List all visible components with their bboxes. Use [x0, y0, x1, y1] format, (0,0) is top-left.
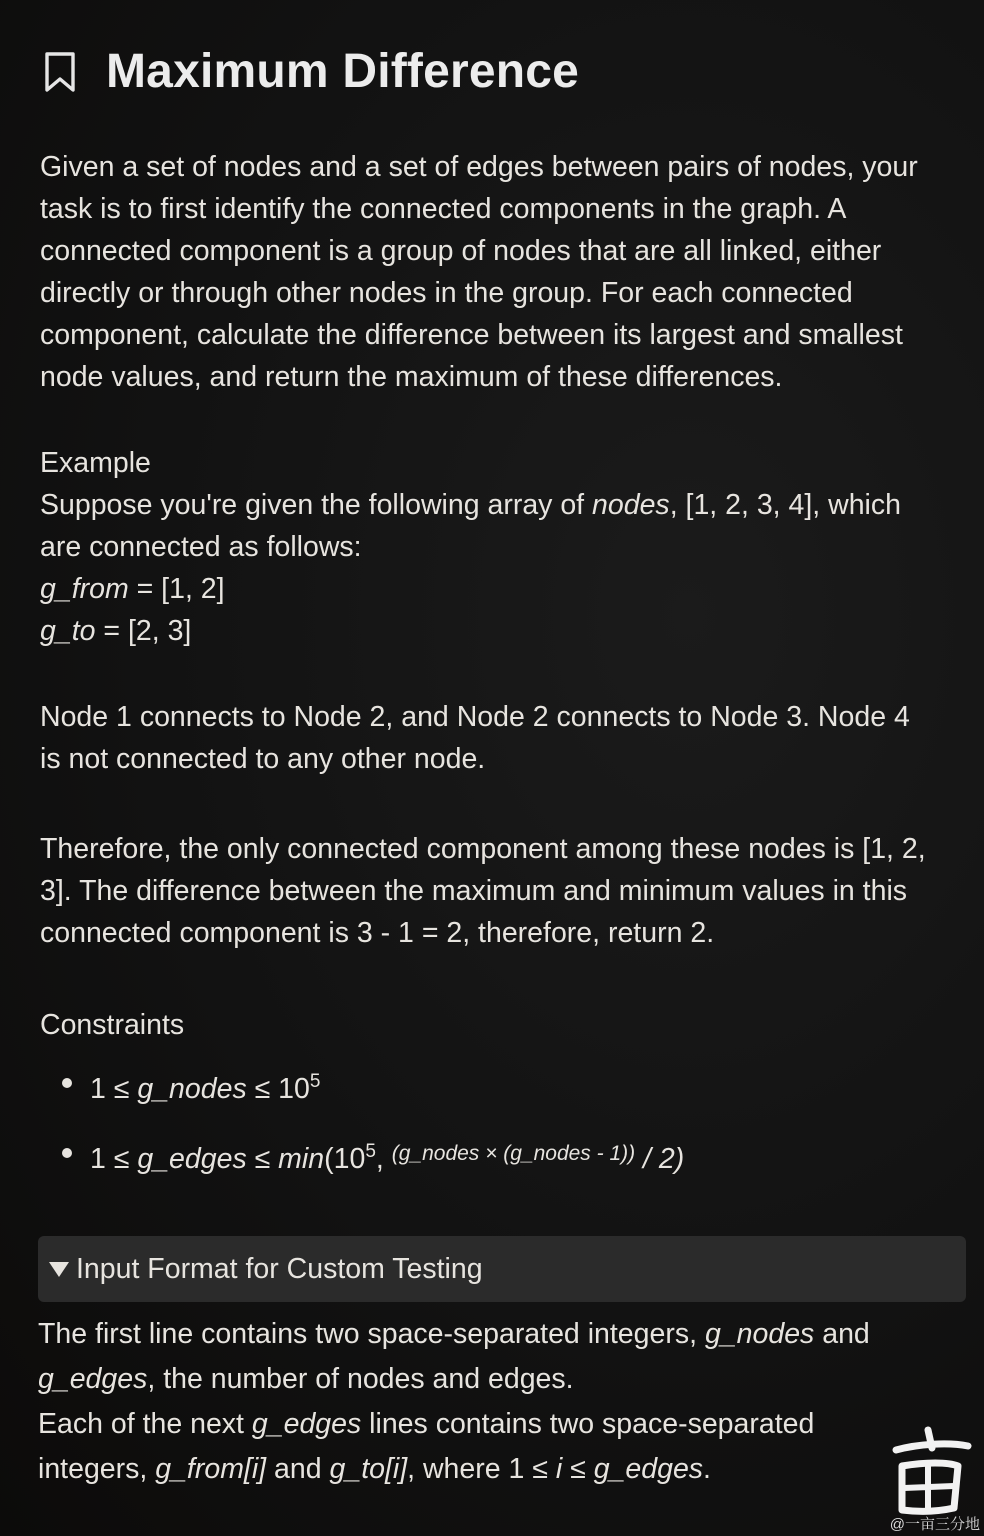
description-line: connected component is a group of nodes that are all linked, either — [40, 235, 882, 267]
explanation-line: Therefore, the only connected component among these nodes is [1, 2, — [40, 833, 926, 865]
input-format-line: g_edges, the number of nodes and edges. — [38, 1363, 574, 1395]
description-line: Given a set of nodes and a set of edges between pairs of nodes, your — [40, 151, 918, 183]
constraints-section — [40, 1004, 960, 1192]
caret-down-icon — [48, 1260, 70, 1278]
input-format-line: The first line contains two space-separated integers, g_nodes and — [38, 1318, 870, 1350]
problem-description — [40, 146, 960, 398]
bullet-icon — [62, 1148, 72, 1158]
explanation-line: is not connected to any other node. — [40, 743, 486, 775]
watermark-text: @一亩三分地 — [889, 1516, 980, 1533]
g-from-line: g_from = [1, 2] — [40, 573, 225, 605]
explanation-line: connected component is 3 - 1 = 2, therefore, return 2. — [40, 917, 715, 949]
input-format-label: Input Format for Custom Testing — [76, 1252, 483, 1285]
explanation-line: 3]. The difference between the maximum and minimum values in this — [40, 875, 908, 907]
example-intro: Suppose you're given the following array of nodes, [1, 2, 3, 4], which — [40, 489, 901, 521]
description-line: component, calculate the difference between its largest and smallest — [40, 319, 903, 351]
title-row — [40, 44, 579, 99]
bookmark-icon[interactable] — [40, 48, 80, 96]
description-line: directly or through other nodes in the group. For each connected — [40, 277, 853, 309]
input-format-line: Each of the next g_edges lines contains two space-separated — [38, 1408, 815, 1440]
example-section — [40, 442, 960, 652]
example-heading: Example — [40, 447, 151, 479]
input-format-line: integers, g_from[i] and g_to[i], where 1 ≤ i ≤ g_edges. — [38, 1453, 711, 1485]
bullet-icon — [62, 1078, 72, 1088]
explanation-line: Node 1 connects to Node 2, and Node 2 connects to Node 3. Node 4 — [40, 701, 910, 733]
explanation-paragraph-2 — [40, 828, 960, 954]
page-title: Maximum Difference — [106, 45, 580, 98]
g-to-line: g_to = [2, 3] — [40, 615, 192, 647]
constraint-item: 1 ≤ g_nodes ≤ $10^5$ — [40, 1052, 960, 1122]
explanation-paragraph-1 — [40, 696, 960, 780]
description-line: task is to first identify the connected components in the graph. A — [40, 193, 847, 225]
constraint-item: 1 ≤ g_edges ≤ $\min(10^5$, $^{(g\_nodes \times (g\_nodes - 1))}$ / 2) — [40, 1122, 960, 1192]
input-format-toggle[interactable] — [38, 1236, 966, 1302]
constraints-heading: Constraints — [40, 1009, 185, 1041]
example-intro-line2: are connected as follows: — [40, 531, 362, 563]
constraints-list — [40, 1052, 960, 1192]
input-format-body — [38, 1312, 958, 1492]
description-line: node values, and return the maximum of these differences. — [40, 361, 783, 393]
